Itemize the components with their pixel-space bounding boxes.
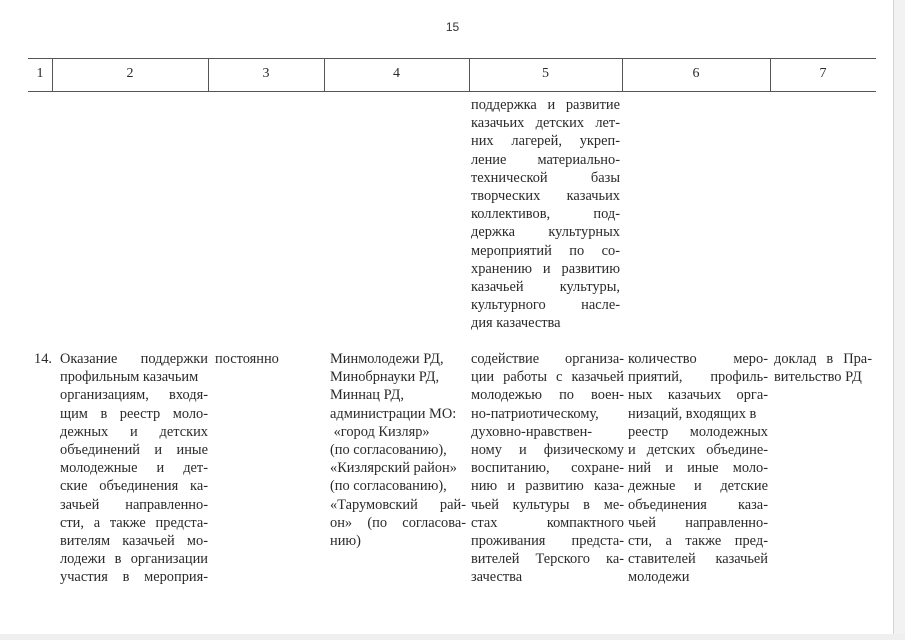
header-col-7: 7 [819,66,827,81]
text-line: организациям, входя- [60,387,208,404]
text-line: мероприятий по со- [471,242,620,259]
text-line: них лагерей, укреп- [471,133,620,150]
header-col-1: 1 [36,66,44,81]
text-line: проживания предста- [471,533,624,550]
header-col-2: 2 [126,66,134,81]
text-line: дия казачества [471,315,561,332]
text-line: постоянно [215,351,279,367]
text-line: дежные и детские [628,478,768,495]
text-line: ному и физическому [471,442,624,459]
text-line: но-патриотическому, [471,405,599,422]
text-line: коллективов, под- [471,206,620,223]
text-line: «Тарумовский рай- [330,496,466,513]
header-col-5: 5 [542,66,549,81]
scan-edge-bottom [0,634,905,640]
text-line: приятий, профиль- [628,369,768,386]
text-line: дежных и детских [60,423,208,440]
header-bottom-border [28,91,876,92]
text-line: молодежью по воен- [471,387,624,404]
text-line: казачьей культуры, [471,279,620,296]
text-line: ции работы с казачьей [471,369,624,386]
text-line: и детских объедине- [628,442,768,459]
row-number: 14. [34,351,52,367]
text-line: молодежи [628,569,690,586]
text-line: Оказание поддержки [60,351,208,367]
continued-cell-col5 [471,96,620,333]
text-line: нию) [330,533,361,550]
text-line: Минмолодежи РД, [330,351,444,367]
text-line: содействие организа- [471,351,624,367]
text-line: поддержка и развитие [471,97,620,113]
text-line: (по согласованию), [330,442,447,459]
text-line: участия в мероприя- [60,569,208,586]
text-line: ставителей казачьей [628,551,768,568]
text-line: зачества [471,569,523,586]
header-col-3: 3 [262,66,270,81]
text-line: лодежи в организации [60,551,208,568]
text-line: вителей Терского ка- [471,551,624,568]
text-line: стах компактного [471,514,624,531]
text-line: «Кизлярский район» [330,460,457,477]
cell-report-form [774,350,872,386]
text-line: ний и иные моло- [628,460,768,477]
text-line: щим в реестр моло- [60,405,208,422]
text-line: реестр молодежных [628,423,768,440]
text-line: объединения каза- [628,496,768,513]
text-line: сти, а также предста- [60,514,208,531]
text-line: ление материально- [471,151,620,168]
text-line: хранению и развитию [471,260,620,277]
text-line: администрации МО: [330,405,457,422]
cell-expected-result [471,350,624,587]
text-line: сти, а также пред- [628,533,768,550]
text-line: «город Кизляр» [330,423,430,440]
text-line: технической базы [471,169,620,186]
text-line: нию и развитию каза- [471,478,624,495]
text-line: Минобрнауки РД, [330,369,440,386]
page-number: 15 [445,20,460,34]
text-line: Миннац РД, [330,387,404,404]
text-line: держка культурных [471,224,620,241]
text-line: объединений и иные [60,442,208,459]
header-col-6: 6 [692,66,700,81]
text-line: духовно-нравствен- [471,423,593,440]
table-header [28,58,876,92]
header-col-4: 4 [393,66,400,81]
cell-indicator [628,350,768,587]
text-line: чьей культуры в ме- [471,496,624,513]
text-line: вительство РД [774,369,862,386]
header-top-border [28,58,876,59]
text-line: казачьих детских лет- [471,115,620,132]
text-line: культурного насле- [471,297,620,314]
text-line: доклад в Пра- [774,351,872,367]
text-line: количество меро- [628,351,768,367]
scan-edge-line [893,0,894,640]
text-line: вителям казачьей мо- [60,533,208,550]
cell-responsible [330,350,466,550]
text-line: творческих казачьих [471,188,620,205]
text-line: зачьей направленно- [60,496,208,513]
text-line: он» (по согласова- [330,514,466,531]
text-line: чьей направленно- [628,514,768,531]
text-line: низаций, входящих в [628,405,757,422]
text-line: молодежные и дет- [60,460,208,477]
text-line: ных казачьих орга- [628,387,768,404]
text-line: (по согласованию), [330,478,447,495]
text-line: ские объединения ка- [60,478,208,495]
cell-timing [215,350,315,368]
cell-event-description [60,350,208,587]
text-line: профильным казачьим [60,369,199,386]
text-line: воспитанию, сохране- [471,460,624,477]
scan-edge-right [893,0,905,640]
